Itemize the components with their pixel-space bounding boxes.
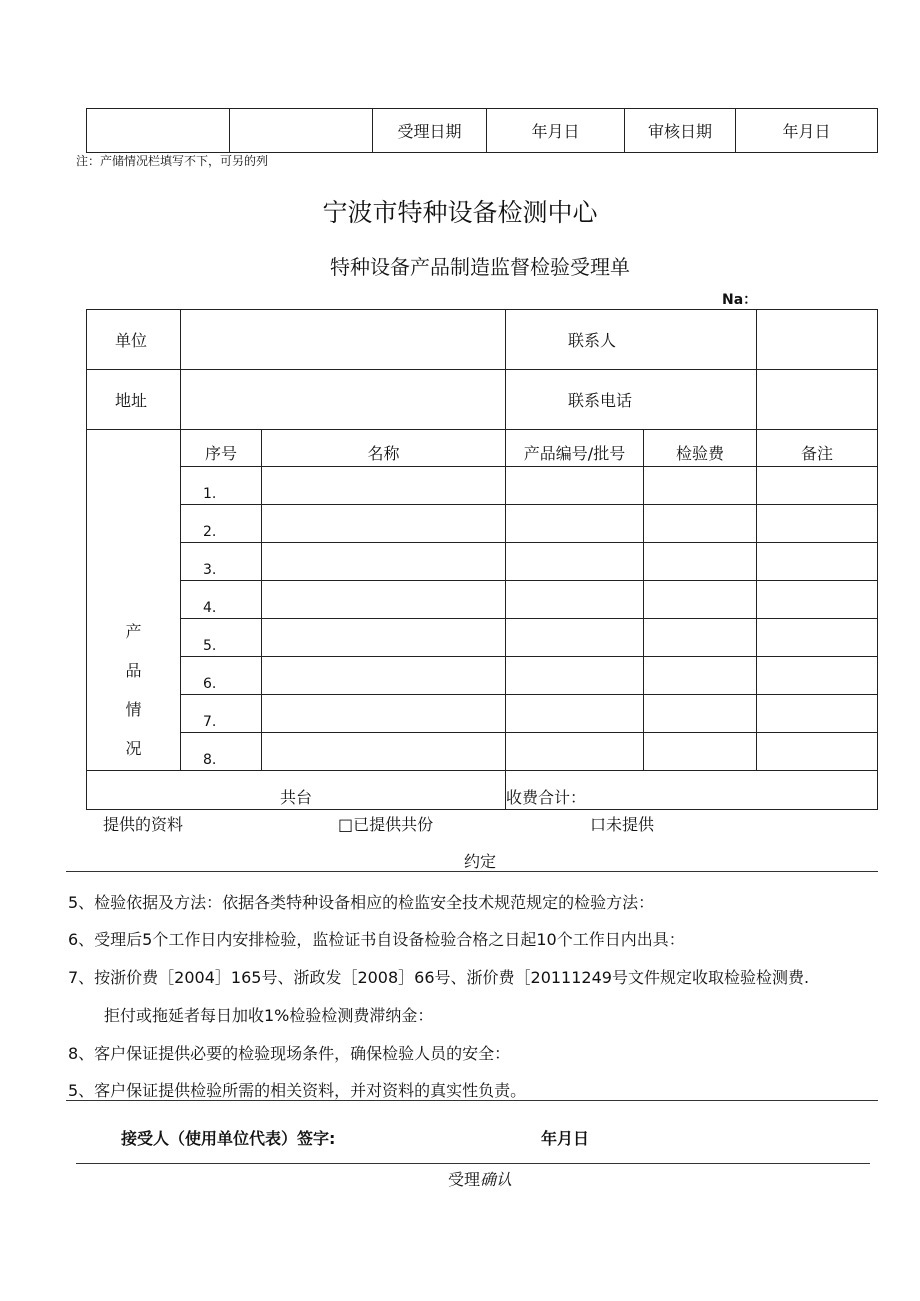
table-row bbox=[87, 695, 878, 733]
batch-cell[interactable] bbox=[506, 695, 644, 733]
name-cell[interactable] bbox=[262, 505, 506, 543]
remark-cell[interactable] bbox=[757, 543, 878, 581]
table-row bbox=[87, 505, 878, 543]
divider bbox=[76, 1163, 870, 1164]
table-row bbox=[87, 619, 878, 657]
fee-cell[interactable] bbox=[644, 467, 757, 505]
col-header-seq: 序号 bbox=[181, 430, 262, 467]
name-cell[interactable] bbox=[262, 581, 506, 619]
table-row bbox=[87, 733, 878, 771]
name-cell[interactable] bbox=[262, 733, 506, 771]
review-date-label: 审核日期 bbox=[625, 109, 736, 153]
top-summary-table bbox=[86, 108, 878, 153]
product-label-char: 产 bbox=[125, 622, 142, 641]
confirm-part-2: 确认 bbox=[480, 1170, 513, 1189]
phone-field[interactable] bbox=[757, 370, 878, 430]
address-field[interactable] bbox=[181, 370, 506, 430]
clause-item: 拒付或拖延者每日加收1%检验检测费滞纳金： bbox=[104, 1006, 434, 1025]
batch-cell[interactable] bbox=[506, 657, 644, 695]
remark-cell[interactable] bbox=[757, 657, 878, 695]
batch-cell[interactable] bbox=[506, 467, 644, 505]
name-cell[interactable] bbox=[262, 543, 506, 581]
clause-item: 6、受理后5个工作日内安排检验，监检证书自设备检验合格之日起10个工作日内出具： bbox=[68, 930, 685, 949]
remark-cell[interactable] bbox=[757, 581, 878, 619]
row-seq: 1. bbox=[181, 467, 262, 505]
fee-cell[interactable] bbox=[644, 657, 757, 695]
table-row bbox=[87, 467, 878, 505]
col-header-remark: 备注 bbox=[757, 430, 878, 467]
signature-date: 年月日 bbox=[541, 1129, 590, 1148]
remark-cell[interactable] bbox=[757, 619, 878, 657]
col-header-fee: 检验费 bbox=[644, 430, 757, 467]
remark-cell[interactable] bbox=[757, 695, 878, 733]
contact-label: 联系人 bbox=[506, 310, 757, 370]
clause-item: 5、客户保证提供检验所需的相关资料，并对资料的真实性负责。 bbox=[68, 1081, 527, 1100]
remark-cell[interactable] bbox=[757, 505, 878, 543]
page-title: 宁波市特种设备检测中心 bbox=[322, 198, 598, 227]
table-row bbox=[87, 657, 878, 695]
row-seq: 4. bbox=[181, 581, 262, 619]
fee-cell[interactable] bbox=[644, 695, 757, 733]
acceptance-confirm-title bbox=[0, 1167, 920, 1190]
unit-label: 单位 bbox=[87, 310, 181, 370]
row-seq: 8. bbox=[181, 733, 262, 771]
divider bbox=[66, 1100, 878, 1101]
phone-label: 联系电话 bbox=[506, 370, 757, 430]
product-situation-label bbox=[87, 430, 181, 771]
total-units-label: 共台 bbox=[87, 771, 506, 810]
product-label-char: 情 bbox=[125, 700, 142, 719]
fee-cell[interactable] bbox=[644, 733, 757, 771]
name-cell[interactable] bbox=[262, 695, 506, 733]
form-subtitle: 特种设备产品制造监督检验受理单 bbox=[330, 255, 630, 279]
accept-date-value: 年月日 bbox=[487, 109, 625, 153]
col-header-name: 名称 bbox=[262, 430, 506, 467]
provided-yes-option[interactable]: □已提供共份 bbox=[338, 815, 434, 834]
remark-cell[interactable] bbox=[757, 733, 878, 771]
batch-cell[interactable] bbox=[506, 505, 644, 543]
accept-date-label: 受理日期 bbox=[373, 109, 487, 153]
batch-cell[interactable] bbox=[506, 733, 644, 771]
name-cell[interactable] bbox=[262, 467, 506, 505]
confirm-part-1: 受理 bbox=[447, 1170, 480, 1189]
name-cell[interactable] bbox=[262, 657, 506, 695]
col-header-batch: 产品编号/批号 bbox=[506, 430, 644, 467]
provided-docs-label: 提供的资料 bbox=[103, 815, 184, 834]
row-seq: 6. bbox=[181, 657, 262, 695]
remark-cell[interactable] bbox=[757, 467, 878, 505]
signature-label: 接受人（使用单位代表）签字: bbox=[121, 1129, 336, 1148]
unit-field[interactable] bbox=[181, 310, 506, 370]
clause-item: 7、按浙价费［2004］165号、浙政发［2008］66号、浙价费［20111249号文件规定收取检验检测费. bbox=[68, 968, 810, 987]
fee-cell[interactable] bbox=[644, 619, 757, 657]
fee-cell[interactable] bbox=[644, 543, 757, 581]
agreement-title: 约定 bbox=[463, 852, 496, 871]
blank-cell bbox=[230, 109, 373, 153]
blank-cell bbox=[87, 109, 230, 153]
row-seq: 7. bbox=[181, 695, 262, 733]
product-label-char: 品 bbox=[125, 661, 142, 680]
row-seq: 3. bbox=[181, 543, 262, 581]
batch-cell[interactable] bbox=[506, 543, 644, 581]
name-cell[interactable] bbox=[262, 619, 506, 657]
clause-item: 8、客户保证提供必要的检验现场条件，确保检验人员的安全： bbox=[68, 1044, 511, 1063]
acceptance-form-table bbox=[86, 309, 878, 810]
address-label: 地址 bbox=[87, 370, 181, 430]
row-seq: 5. bbox=[181, 619, 262, 657]
table-row bbox=[87, 581, 878, 619]
fee-cell[interactable] bbox=[644, 581, 757, 619]
product-label-char: 况 bbox=[125, 739, 142, 758]
divider bbox=[66, 871, 878, 872]
contact-field[interactable] bbox=[757, 310, 878, 370]
batch-cell[interactable] bbox=[506, 619, 644, 657]
provided-no-option[interactable]: 口未提供 bbox=[590, 815, 655, 834]
form-number-label: Na： bbox=[722, 292, 758, 308]
clause-item: 5、检验依据及方法：依据各类特种设备相应的检监安全技术规范规定的检验方法： bbox=[68, 893, 655, 912]
row-seq: 2. bbox=[181, 505, 262, 543]
fee-cell[interactable] bbox=[644, 505, 757, 543]
fee-total-label: 收费合计： bbox=[506, 771, 878, 810]
batch-cell[interactable] bbox=[506, 581, 644, 619]
table-row bbox=[87, 543, 878, 581]
review-date-value: 年月日 bbox=[736, 109, 878, 153]
note-text: 注：产储情况栏填写不下，可另的列 bbox=[76, 154, 269, 168]
